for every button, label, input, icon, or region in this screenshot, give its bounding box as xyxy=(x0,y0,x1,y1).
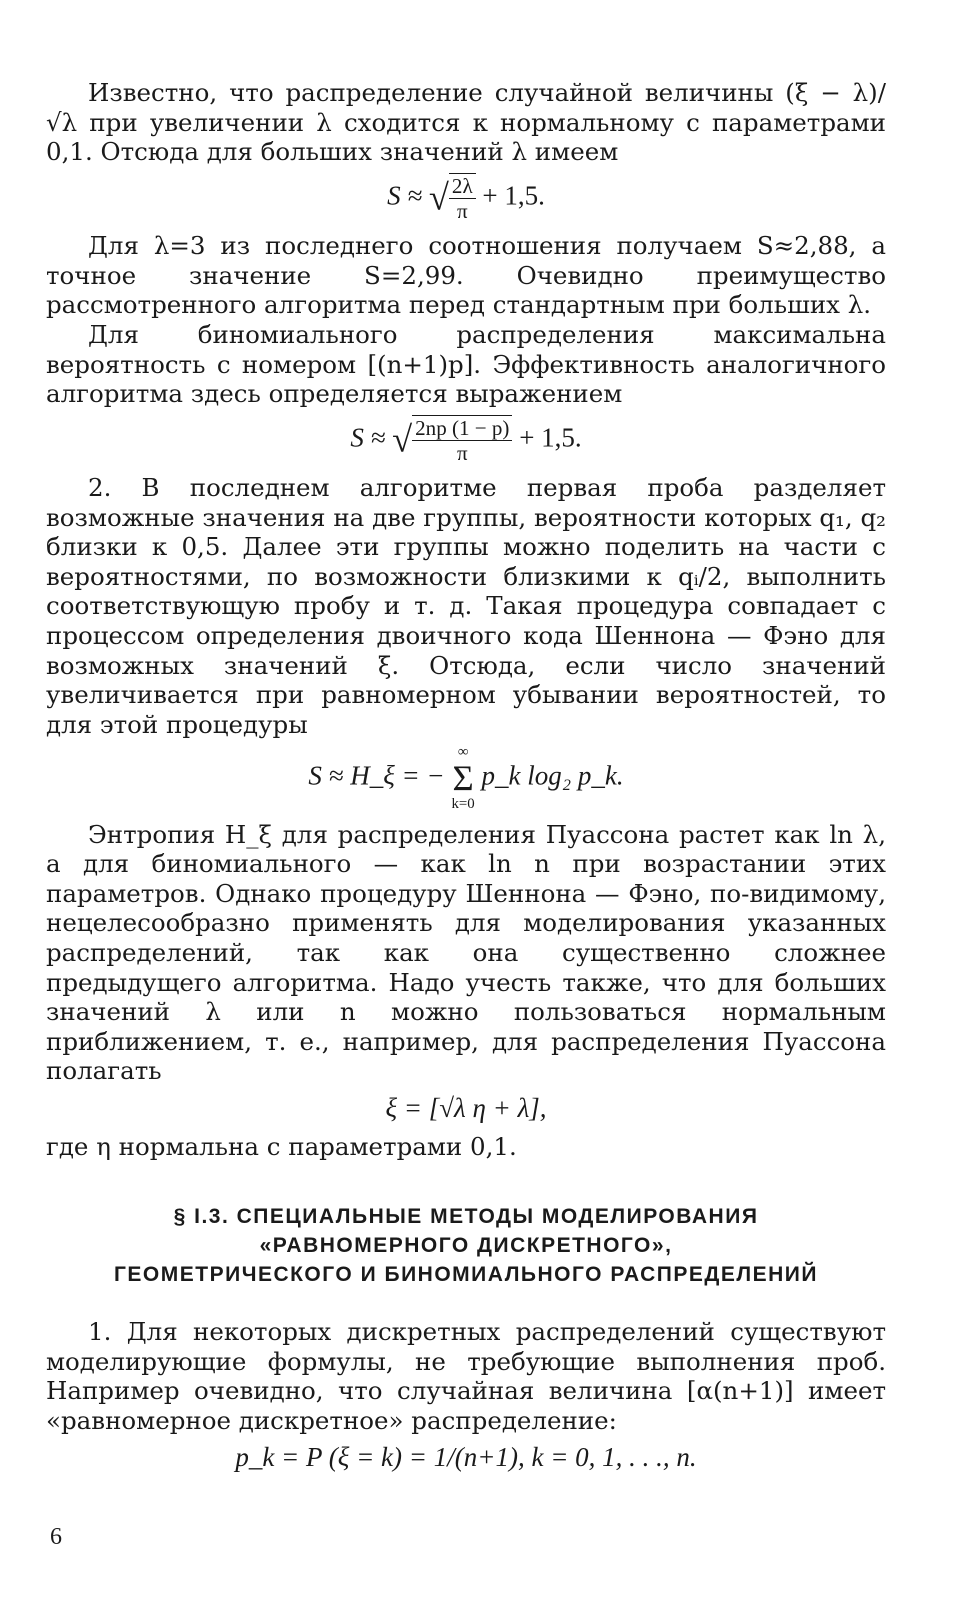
page-body xyxy=(46,78,886,1482)
formula-uniform-discrete xyxy=(46,1441,886,1473)
fraction-denominator: π xyxy=(456,440,468,465)
fraction-numerator: 2np (1 − p) xyxy=(412,417,512,441)
paragraph-6: где η нормальна с параметрами 0,1. xyxy=(46,1132,517,1162)
sum-lower-limit: k=0 xyxy=(451,795,475,812)
paragraph-7: 1. Для некоторых дискретных распределений существуют моделирующие формулы, не требующие выполнения проб. Например очевидно, что случайная величина [α(n+1)] имеет «равномерное дискретное» распределение: xyxy=(46,1316,886,1435)
section-heading-line-3: ГЕОМЕТРИЧЕСКОГО И БИНОМИАЛЬНОГО РАСПРЕДЕЛЕНИЙ xyxy=(114,1262,818,1286)
formula-text: p_k = P (ξ = k) = 1/(n+1), k = 0, 1, . . ., n. xyxy=(235,1442,697,1473)
paragraph-5: Энтропия H_ξ для распределения Пуассона растет как ln λ, а для биномиального — как ln n при возрастании этих параметров. Однако процедуру Шеннона — Фэно, по-видимому, нецелесообразно применять для моделирования указанных распределений, так как она существенно сложнее предыдущего алгоритма. Надо учесть также, что для больших значений λ или n можно пользоваться нормальным приближением, т. е., например, для распределения Пуассона полагать xyxy=(46,819,886,1086)
fraction xyxy=(449,173,476,223)
formula-rhs: + 1,5. xyxy=(519,422,582,453)
section-heading-line-2: «РАВНОМЕРНОГО ДИСКРЕТНОГО», xyxy=(259,1233,673,1257)
formula-rhs: p_k log₂ p_k. xyxy=(481,760,624,791)
sigma-icon: Σ xyxy=(452,758,474,799)
page-number: 6 xyxy=(50,1524,62,1550)
formula-s-lambda xyxy=(46,173,886,223)
sum-upper-limit: ∞ xyxy=(457,744,469,761)
formula-lhs: S ≈ xyxy=(350,422,386,453)
section-heading-line-1: § I.3. СПЕЦИАЛЬНЫЕ МЕТОДЫ МОДЕЛИРОВАНИЯ xyxy=(173,1204,759,1228)
paragraph-2: Для λ=3 из последнего соотношения получаем S≈2,88, а точное значение S=2,99. Очевидно преимущество рассмотренного алгоритма перед стандартным при больших λ. xyxy=(46,231,886,320)
fraction-numerator: 2λ xyxy=(449,175,476,199)
formula-rhs: + 1,5. xyxy=(482,180,545,211)
formula-poisson-normal xyxy=(46,1092,886,1124)
sqrt-icon: √ xyxy=(428,177,449,218)
formula-entropy xyxy=(46,745,886,811)
sqrt-icon: √ xyxy=(392,419,413,460)
fraction xyxy=(412,415,512,465)
formula-lhs: S ≈ xyxy=(387,180,423,211)
paragraph-1: Известно, что распределение случайной величины (ξ − λ)/√λ при увеличении λ сходится к нормальному с параметрами 0,1. Отсюда для больших значений λ имеем xyxy=(46,78,886,167)
paragraph-3: Для биномиального распределения максимальна вероятность с номером [(n+1)p]. Эффективность аналогичного алгоритма здесь определяется выражением xyxy=(46,319,886,409)
formula-text: ξ = [√λ η + λ], xyxy=(385,1092,547,1123)
sum-operator xyxy=(452,745,475,811)
section-heading xyxy=(46,1202,886,1289)
paragraph-4: 2. В последнем алгоритме первая проба разделяет возможные значения на две группы, вероятности которых q₁, q₂ близки к 0,5. Далее эти группы можно поделить на части с вероятностями, по возможности близкими к qᵢ/2, выполнить соответствующую пробу и т. д. Такая процедура совпадает с процессом определения двоичного кода Шеннона — Фэно для возможных значений ξ. Отсюда, если число значений увеличивается при равномерном убывании вероятностей, то для этой процедуры xyxy=(46,473,886,739)
fraction-denominator: π xyxy=(456,198,468,223)
formula-s-binomial xyxy=(46,415,886,465)
formula-lhs: S ≈ H_ξ = − xyxy=(308,760,445,791)
